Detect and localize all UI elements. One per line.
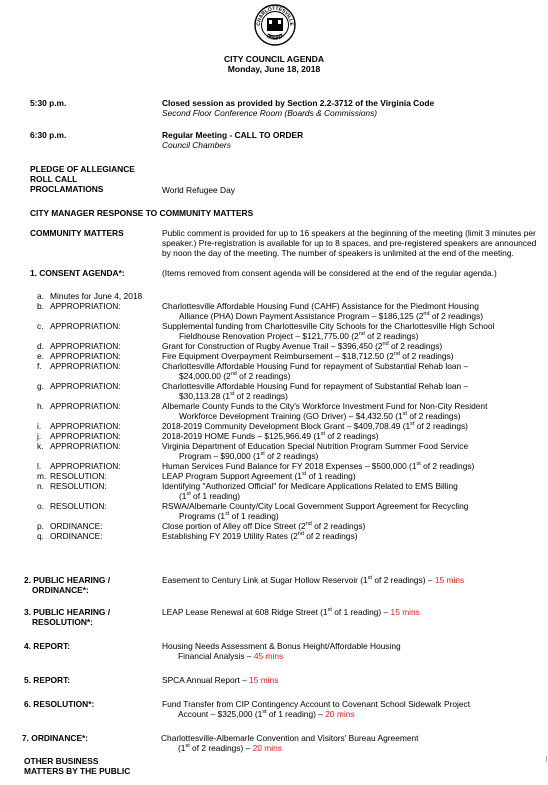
community-text-line: Public comment is provided for up to 16 speakers at the beginning of the meeting (limit 3 minutes per [162, 228, 536, 238]
agenda-date: Monday, June 18, 2018 [227, 64, 321, 74]
consent-item-type: APPROPRIATION: [50, 421, 121, 431]
consent-item-text: 2018-2019 HOME Funds – $125,966.49 (1st of 2 readings) [162, 431, 379, 441]
time-regular-meeting: 6:30 p.m. [30, 130, 67, 140]
consent-item-type: APPROPRIATION: [50, 341, 121, 351]
consent-item-text: Virginia Department of Education Special Nutrition Program Summer Food Service [162, 441, 469, 451]
roll-call-heading: ROLL CALL [30, 174, 78, 184]
regular-meeting-title: Regular Meeting - CALL TO ORDER [162, 130, 304, 140]
consent-item-type: APPROPRIATION: [50, 361, 121, 371]
agenda-item-text: SPCA Annual Report – 15 mins [162, 675, 279, 685]
consent-item-text-cont: Fieldhouse Renovation Project – $121,775.00 (2nd of 2 readings) [179, 331, 419, 341]
agenda-item-duration: 45 mins [251, 651, 284, 661]
consent-item-text-cont: Program – $90,000 (1st of 2 readings) [179, 451, 319, 461]
agenda-item-text: LEAP Lease Renewal at 608 Ridge Street (1st of 1 reading) – 15 mins [162, 607, 420, 617]
consent-item-type: APPROPRIATION: [50, 401, 121, 411]
consent-item-text: Supplemental funding from Charlottesville City Schools for the Charlottesville High School [162, 321, 495, 331]
seal-text-bottom: VIRGINIA [265, 33, 285, 42]
consent-item-text-cont: $30,113.28 (1st of 2 readings) [179, 391, 288, 401]
consent-item-type: APPROPRIATION: [50, 461, 121, 471]
consent-item-text: Human Services Fund Balance for FY 2018 Expenses – $500,000 (1st of 2 readings) [162, 461, 475, 471]
proclamations-heading: PROCLAMATIONS [30, 184, 104, 194]
agenda-item-duration: 15 mins [388, 607, 420, 617]
closed-session-location: Second Floor Conference Room (Boards & Commissions) [162, 108, 378, 118]
consent-item-letter: m. [37, 471, 47, 481]
consent-item-text-cont: Workforce Development Training (GO Driver) – $4,432.50 (1st of 2 readings) [179, 411, 461, 421]
consent-item-text: Identifying "Authorized Official" for Medicare Applications Related to EMS Billing [162, 481, 458, 491]
agenda-item-label-cont: RESOLUTION*: [32, 617, 93, 627]
consent-item-letter: h. [37, 401, 44, 411]
consent-item-text: Charlottesville Affordable Housing Fund for repayment of Substantial Rehab loan – [162, 361, 469, 371]
pledge-heading: PLEDGE OF ALLEGIANCE [30, 164, 135, 174]
consent-item-type: APPROPRIATION: [50, 381, 121, 391]
agenda-item-label: 4. REPORT: [24, 641, 71, 651]
consent-item-text-cont: (1st of 1 reading) [179, 491, 241, 501]
agenda-item-label: 2. PUBLIC HEARING / [24, 575, 111, 585]
consent-item-letter: l. [37, 461, 42, 471]
consent-item-text: Grant for Construction of Rugby Avenue Trail – $396,450 (2nd of 2 readings) [162, 341, 443, 351]
community-matters-heading: COMMUNITY MATTERS [30, 228, 124, 238]
consent-item-letter: o. [37, 501, 44, 511]
closed-session-title: Closed session as provided by Section 2.2-3712 of the Virginia Code [162, 98, 435, 108]
consent-item-letter: q. [37, 531, 44, 541]
agenda-item-label-cont: ORDINANCE*: [32, 585, 89, 595]
agenda-item-duration: 15 mins [246, 675, 279, 685]
agenda-item-label: 6. RESOLUTION*: [24, 699, 95, 709]
consent-item-letter: g. [37, 381, 44, 391]
consent-item-letter: e. [37, 351, 44, 361]
consent-item-letter: n. [37, 481, 44, 491]
community-text-line: by noon the day of the meeting. The number of speakers is unlimited at the end of the meeting. [162, 248, 514, 258]
page-edge-mark [546, 756, 547, 762]
community-text-line: speaker.) Pre-registration is available for up to 8 spaces, and pre-registered speakers are announced [162, 238, 537, 248]
consent-item-text: Establishing FY 2019 Utility Rates (2nd of 2 readings) [162, 531, 358, 541]
consent-item-type: ORDINANCE: [50, 531, 103, 541]
agenda-item-duration: 20 mins [250, 743, 282, 753]
other-business-heading: OTHER BUSINESS [24, 756, 99, 766]
agenda-item-duration: 15 mins [432, 575, 465, 585]
consent-item-text: Charlottesville Affordable Housing Fund (CAHF) Assistance for the Piedmont Housing [162, 301, 479, 311]
agenda-item-label: 7. ORDINANCE*: [22, 733, 89, 743]
agenda-item-label: 3. PUBLIC HEARING / [24, 607, 111, 617]
agenda-item-label: 5. REPORT: [24, 675, 71, 685]
city-manager-heading: CITY MANAGER RESPONSE TO COMMUNITY MATTERS [30, 208, 254, 218]
consent-item-letter: j. [37, 431, 42, 441]
consent-item-type: APPROPRIATION: [50, 321, 121, 331]
consent-item-type: APPROPRIATION: [50, 301, 121, 311]
consent-item-type: APPROPRIATION: [50, 351, 121, 361]
agenda-item-text: Fund Transfer from CIP Contingency Account to Covenant School Sidewalk Project [162, 699, 471, 709]
consent-item-text: 2018-2019 Community Development Block Grant – $409,708.49 (1st of 2 readings) [162, 421, 468, 431]
consent-item-type: Minutes for June 4, 2018 [50, 291, 143, 301]
consent-agenda-note: (Items removed from consent agenda will be considered at the end of the regular agenda.) [162, 268, 497, 278]
agenda-item-text: Housing Needs Assessment & Bonus Height/Affordable Housing [162, 641, 401, 651]
consent-item-letter: d. [37, 341, 44, 351]
city-seal-logo [254, 4, 296, 46]
consent-item-type: APPROPRIATION: [50, 431, 121, 441]
consent-agenda-heading: 1. CONSENT AGENDA*: [30, 268, 125, 278]
agenda-item-text-cont: (1st of 2 readings) – 20 mins [178, 743, 282, 753]
consent-item-text-cont: Alliance (PHA) Down Payment Assistance Program – $186,125 (2nd of 2 readings) [179, 311, 484, 321]
consent-item-text: Albemarle County Funds to the City's Workforce Investment Fund for Non-City Resident [162, 401, 488, 411]
proclamation-text: World Refugee Day [162, 185, 235, 195]
consent-item-letter: i. [37, 421, 42, 431]
agenda-item-text: Charlottesville-Albemarle Convention and Visitors' Bureau Agreement [161, 733, 419, 743]
consent-item-text: RSWA/Albemarle County/City Local Government Support Agreement for Recycling [162, 501, 469, 511]
agenda-title: CITY COUNCIL AGENDA [223, 54, 325, 64]
consent-item-letter: k. [37, 441, 44, 451]
agenda-item-text-cont: Account – $325,000 (1st of 1 reading) – 20 mins [178, 709, 355, 719]
consent-item-text-cont: Programs (1st of 1 reading) [179, 511, 279, 521]
consent-item-type: RESOLUTION: [50, 481, 107, 491]
agenda-item-text-cont: Financial Analysis – 45 mins [178, 651, 284, 661]
consent-item-type: RESOLUTION: [50, 471, 107, 481]
agenda-item-duration: 20 mins [322, 709, 355, 719]
consent-item-text: Close portion of Alley off Dice Street (2nd of 2 readings) [162, 521, 366, 531]
consent-item-text: Charlottesville Affordable Housing Fund for repayment of Substantial Rehab loan – [162, 381, 469, 391]
consent-item-letter: b. [37, 301, 44, 311]
seal-text-top: CHARLOTTESVILLE [255, 5, 295, 26]
consent-item-type: RESOLUTION: [50, 501, 107, 511]
consent-item-letter: p. [37, 521, 44, 531]
consent-item-letter: a. [37, 291, 44, 301]
regular-meeting-location: Council Chambers [162, 140, 231, 150]
consent-item-type: ORDINANCE: [50, 521, 103, 531]
consent-item-text: Fire Equipment Overpayment Reimbursement – $18,712.50 (2nd of 2 readings) [162, 351, 454, 361]
consent-item-letter: f. [37, 361, 42, 371]
time-closed-session: 5:30 p.m. [30, 98, 67, 108]
consent-item-text-cont: $24,000.00 (2nd of 2 readings) [179, 371, 291, 381]
matters-by-public-heading: MATTERS BY THE PUBLIC [24, 766, 131, 776]
consent-item-text: LEAP Program Support Agreement (1st of 1 reading) [162, 471, 356, 481]
consent-item-type: APPROPRIATION: [50, 441, 121, 451]
consent-item-letter: c. [37, 321, 44, 331]
agenda-item-text: Easement to Century Link at Sugar Hollow Reservoir (1st of 2 readings) – 15 mins [162, 575, 465, 585]
